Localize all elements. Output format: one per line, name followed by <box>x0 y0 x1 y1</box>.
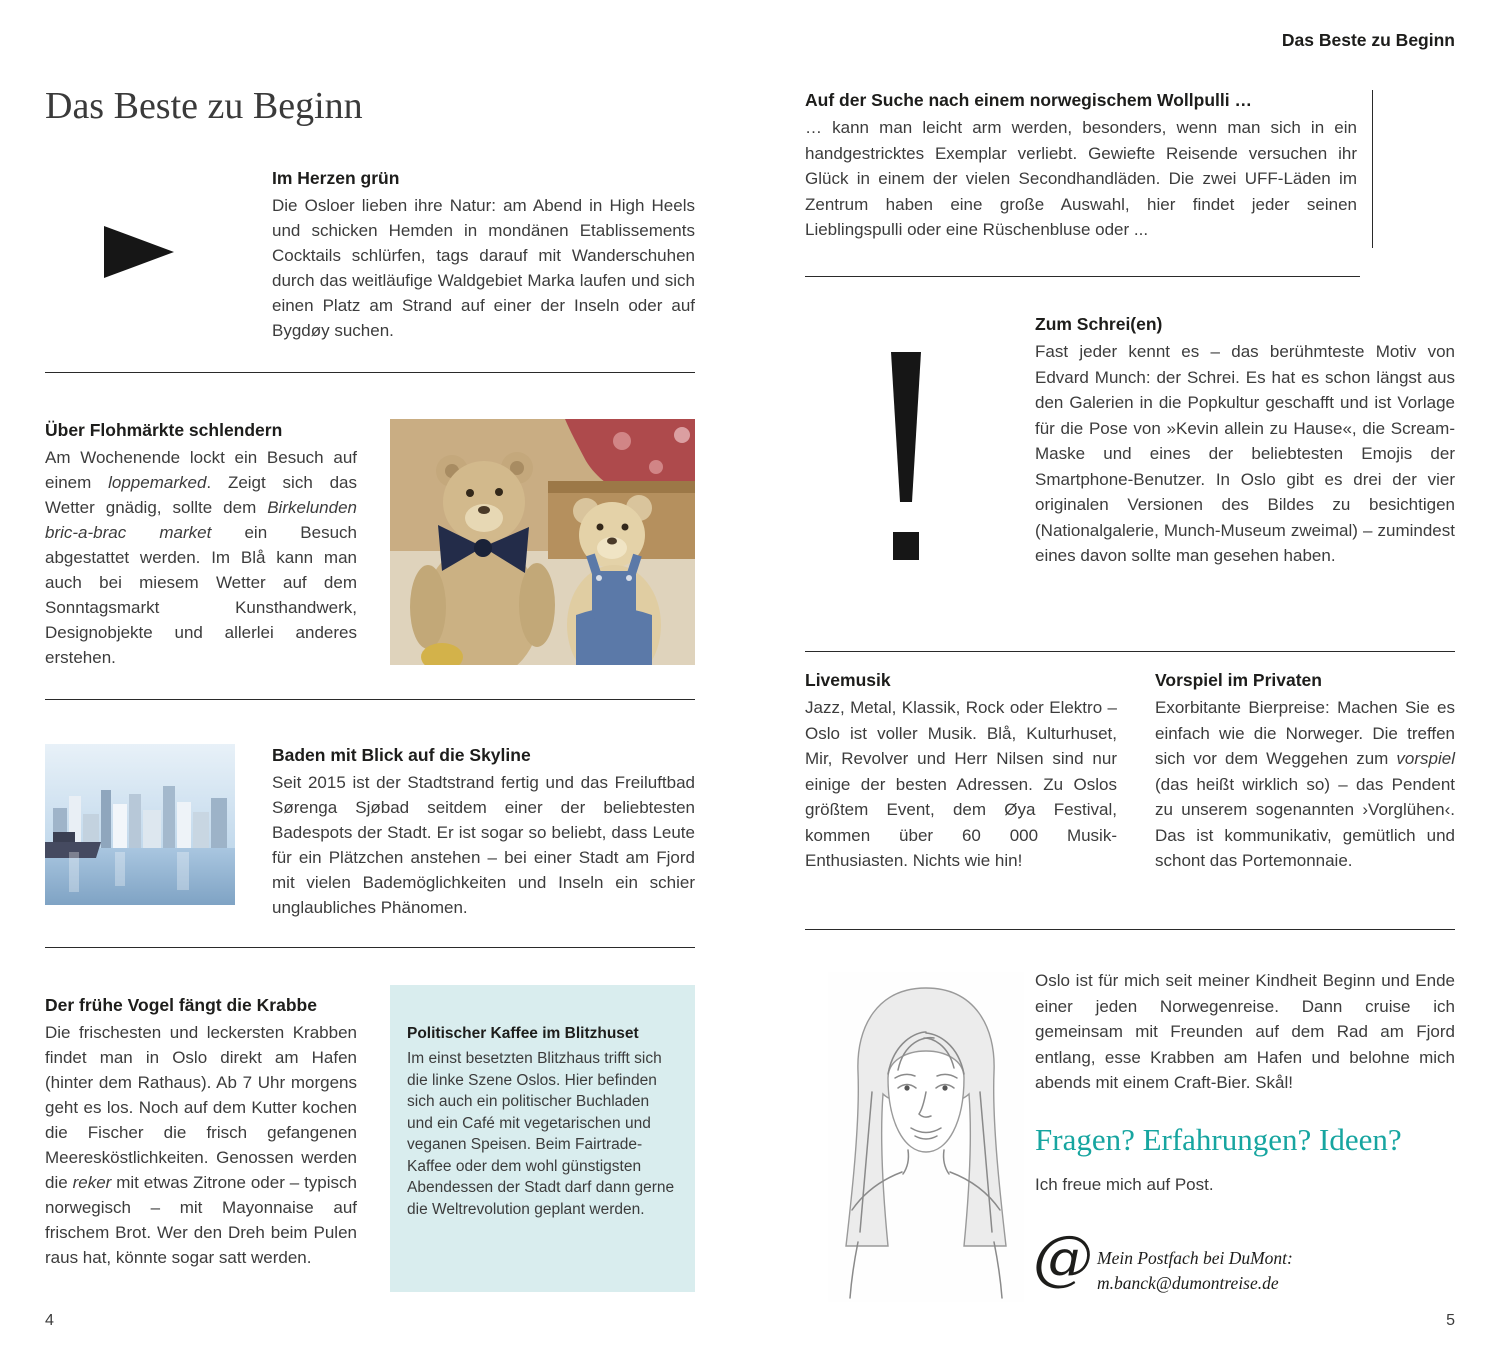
info-box-body: Im einst besetzten Blitzhaus trifft sich die linke Szene Oslos. Hier befinden sich auch ein politischer Buchladen und ein Café mit vegetarischen und veganen Speisen. Beim Fairtrade-Kaffee oder dem wohl günstigsten Abendessen der Stadt darf dann gerne die Weltrevolution geplant werden. <box>407 1050 675 1218</box>
divider <box>805 929 1455 930</box>
info-box-heading: Politischer Kaffee im Blitzhuset <box>407 1025 639 1042</box>
at-sign-icon: @ <box>1033 1223 1093 1293</box>
right-triangle-icon <box>104 226 174 278</box>
text-run: Die frischesten und leckersten Krabben findet man in Oslo direkt am Hafen (hinter dem Rathaus). Ab 7 Uhr morgens geht es los. Noch auf dem Kutter kochen die Fischer die frisch gefangenen Meeresköstlichkeiten. Genossen werden die <box>45 1023 357 1192</box>
section-body-baden: Seit 2015 ist der Stadtstrand fertig und das Freiluftbad Sørenga Sjøbad seitdem einer der beliebtesten Badespots der Stadt. Er ist sogar so beliebt, dass Leute für ein Plätzchen anstehen – bei einer Stadt am Fjord mit vielen Bademöglichkeiten und Inseln ein schier unglaubliches Phänomen. <box>272 773 695 917</box>
running-header: Das Beste zu Beginn <box>1281 30 1455 50</box>
text-run: mit etwas Zitrone oder – typisch norwegisch – mit Mayonnaise auf frischem Brot. Wer den Dreh beim Pulen raus hat, könnte sogar satt werden. <box>45 1173 357 1267</box>
section-heading-schrei: Zum Schrei(en) <box>1035 314 1163 334</box>
text-run-italic: vorspiel <box>1396 749 1455 768</box>
section-heading-krabbe: Der frühe Vogel fängt die Krabbe <box>45 995 317 1015</box>
divider <box>45 699 695 700</box>
section-body-im-herzen: Die Osloer lieben ihre Natur: am Abend in High Heels und schicken Hemden in mondänen Etablissements Cocktails schlürfen, tags darauf mit Wanderschuhen durch das weitläufige Waldgebiet Marka laufen und sich einen Platz am Strand auf einer der Inseln oder auf Bygdøy suchen. <box>272 196 695 340</box>
section-heading-im-herzen: Im Herzen grün <box>272 168 400 188</box>
page-title: Das Beste zu Beginn <box>45 85 363 127</box>
section-heading-wollpulli: Auf der Suche nach einem norwegischem Wollpulli … <box>805 90 1252 110</box>
text-run-italic: Birkelunden bric-a-brac market <box>45 498 357 542</box>
section-heading-vorspiel: Vorspiel im Privaten <box>1155 670 1322 690</box>
text-run: . Zeigt sich das Wetter gnädig, sollte dem <box>45 473 358 517</box>
contact-email[interactable]: m.banck@dumontreise.de <box>1097 1273 1279 1293</box>
section-body-wollpulli: … kann man leicht arm werden, besonders, wenn man sich in ein handgestricktes Exemplar verliebt. Gewiefte Reisende versuchen ihr Glück in einem der vielen Secondhandläden. Die zwei UFF-Läden im Zentrum haben eine große Auswahl, hier findet jeder seinen Lieblingspulli oder eine Rüschenbluse oder ... <box>805 118 1357 239</box>
text-run-italic: loppemarked <box>108 473 207 492</box>
section-heading-livemusik: Livemusik <box>805 670 891 690</box>
divider <box>45 372 695 373</box>
section-body-flohmaerkte <box>45 445 357 670</box>
contact-label: Mein Postfach bei DuMont: <box>1097 1248 1293 1268</box>
text-run: Exorbitante Bierpreise: Machen Sie es einfach wie die Norweger. Die treffen sich vor dem Weggehen zum <box>1155 698 1455 768</box>
section-body-vorspiel <box>1155 695 1455 874</box>
section-heading-flohmaerkte: Über Flohmärkte schlendern <box>45 420 283 440</box>
info-box-blitzhuset <box>390 985 695 1292</box>
margin-rule <box>1372 90 1373 248</box>
section-body-krabbe <box>45 1020 357 1270</box>
contact-block <box>1097 1246 1457 1296</box>
section-heading-baden: Baden mit Blick auf die Skyline <box>272 745 531 765</box>
exclamation-mark-icon <box>884 352 928 564</box>
section-body-schrei: Fast jeder kennt es – das berühmteste Motiv von Edvard Munch: der Schrei. Es hat es schon längst aus den Galerien in die Popkultur geschafft und ist Vorlage für die Pose von »Kevin allein zu Hause«, die Scream-Maske und eines der beliebtesten Emojis der Smartphone-Benutzer. In Oslo gibt es drei der vier originalen Versionen des Bildes zu besichtigen (Nationalgalerie, Munch-Museum zweimal) – zumindest eines davon sollte man gesehen haben. <box>1035 342 1455 565</box>
post-line: Ich freue mich auf Post. <box>1035 1175 1214 1194</box>
divider <box>805 276 1360 277</box>
section-body-livemusik: Jazz, Metal, Klassik, Rock oder Elektro – Oslo ist voller Musik. Blå, Kulturhuset, Mir, Revolver und Herr Nilsen sind nur einige der besten Adressen. Zu Oslos größtem Event, dem Øya Festival, kommen über 60 000 Musik-Enthusiasten. Nichts wie hin! <box>805 698 1117 870</box>
author-pencil-portrait <box>828 972 1024 1302</box>
questions-heading: Fragen? Erfahrungen? Ideen? <box>1035 1122 1402 1157</box>
text-run: (das heißt wirklich so) – das Pendent zu unserem sogenannten ›Vorglühen‹. Das ist kommunikativ, gemütlich und schont das Portemonnaie. <box>1155 774 1455 870</box>
teddy-bears-flea-market-photo <box>390 419 695 665</box>
divider <box>45 947 695 948</box>
author-intro-text: Oslo ist für mich seit meiner Kindheit Beginn und Ende einer jeden Norwegenreise. Dann cruise ich gemeinsam mit Freunden auf dem Rad am Fjord entlang, esse Krabben am Hafen und belohne mich abends mit einem Craft-Bier. Skål! <box>1035 971 1455 1092</box>
divider <box>805 651 1455 652</box>
oslo-skyline-harbour-photo <box>45 744 235 905</box>
page-number-left: 4 <box>45 1312 54 1329</box>
text-run-italic: reker <box>72 1173 112 1192</box>
text-run: Am Wochenende lockt ein Besuch auf einem <box>45 448 357 492</box>
text-run: ein Besuch abgestattet werden. Im Blå kann man auch bei miesem Wetter auf dem Sonntagsmarkt Kunsthandwerk, Designobjekte und allerlei anderes erstehen. <box>45 523 358 667</box>
page-number-right: 5 <box>1446 1312 1455 1329</box>
